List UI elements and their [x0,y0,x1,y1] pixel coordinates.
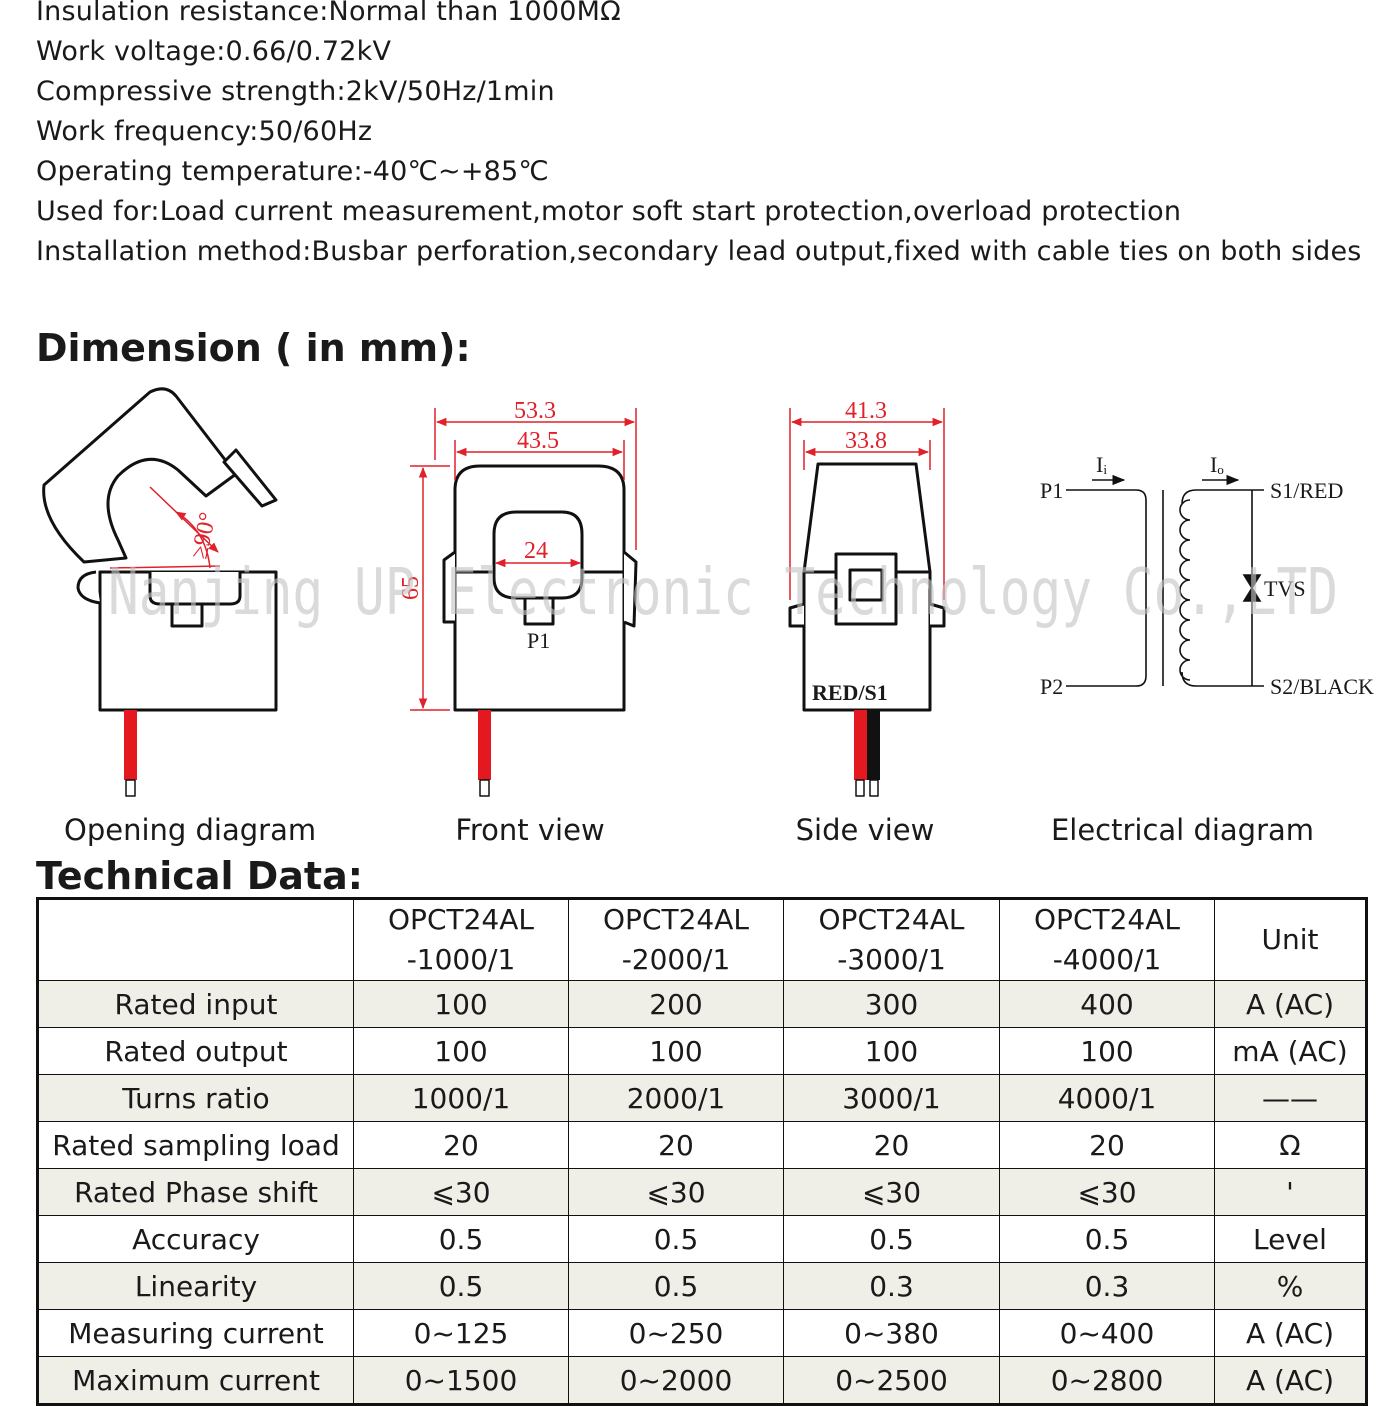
row-label: Rated Phase shift [38,1169,354,1216]
terminal-p2: P2 [1040,674,1064,699]
cell-value: 0~2800 [1000,1357,1215,1405]
cell-value: 0~2000 [569,1357,784,1405]
side-width-outer: 41.3 [845,398,887,424]
table-row [38,1263,1367,1310]
cell-value: 0~380 [784,1310,1000,1357]
cell-value: 100 [1000,1028,1215,1075]
cell-unit: % [1215,1263,1367,1310]
technical-data-title: Technical Data: [36,854,363,898]
cell-value: 1000/1 [354,1075,569,1122]
front-terminal-label: P1 [527,628,551,653]
spec-used-for: Used for:Load current measurement,motor soft start protection,overload protection [36,196,1182,227]
cell-unit: A (AC) [1215,1310,1367,1357]
header-model: OPCT24AL -3000/1 [784,899,1000,981]
cell-value: 200 [569,981,784,1028]
spec-compressive-strength: Compressive strength:2kV/50Hz/1min [36,76,555,107]
cell-unit: mA (AC) [1215,1028,1367,1075]
terminal-s2: S2/BLACK [1270,674,1374,699]
caption-electrical-diagram: Electrical diagram [1050,813,1315,847]
terminal-p1: P1 [1040,478,1064,503]
cell-unit: A (AC) [1215,981,1367,1028]
header-model: OPCT24AL -4000/1 [1000,899,1215,981]
cell-value: ⩽30 [1000,1169,1215,1216]
spec-work-frequency: Work frequency:50/60Hz [36,116,373,147]
header-unit: Unit [1215,899,1367,981]
cell-value: 2000/1 [569,1075,784,1122]
row-label: Rated sampling load [38,1122,354,1169]
drawing-canvas [0,380,1400,810]
front-width-inner: 43.5 [517,428,559,454]
cell-unit: Ω [1215,1122,1367,1169]
table-header-row [38,899,1367,981]
cell-value: 100 [354,1028,569,1075]
cell-value: 100 [784,1028,1000,1075]
side-lead-tip-red [856,780,864,796]
row-label: Accuracy [38,1216,354,1263]
side-lead-tip-black [870,780,878,796]
spec-list [36,0,1366,272]
dimension-drawings [0,380,1400,810]
side-width-inner: 33.8 [845,428,887,454]
current-io: Iₒ [1210,452,1224,477]
cell-value: 0~125 [354,1310,569,1357]
front-height: 65 [398,576,424,600]
caption-side-view: Side view [795,813,935,847]
opening-lead [124,710,137,780]
cell-value: 3000/1 [784,1075,1000,1122]
cell-value: 0.5 [569,1216,784,1263]
terminal-s1: S1/RED [1270,478,1344,503]
dimension-title: Dimension ( in mm): [36,326,471,370]
table-row [38,981,1367,1028]
row-label: Turns ratio [38,1075,354,1122]
row-label: Rated output [38,1028,354,1075]
current-ii: Iᵢ [1096,452,1107,477]
side-marking: RED/S1 [812,680,888,705]
spec-work-voltage: Work voltage:0.66/0.72kV [36,36,392,67]
cell-value: 0~250 [569,1310,784,1357]
cell-value: 400 [1000,981,1215,1028]
cell-value: 0~400 [1000,1310,1215,1357]
cell-value: 100 [354,981,569,1028]
cell-value: 20 [569,1122,784,1169]
front-lead [478,710,491,780]
cell-value: 20 [784,1122,1000,1169]
front-lead-tip [480,780,489,796]
header-model: OPCT24AL -1000/1 [354,899,569,981]
row-label: Maximum current [38,1357,354,1405]
cell-value: 0.5 [1000,1216,1215,1263]
opening-lead-tip [126,780,135,796]
cell-unit: ' [1215,1169,1367,1216]
table-row [38,1357,1367,1405]
spec-operating-temperature: Operating temperature:-40℃~+85℃ [36,156,549,187]
spec-installation-method: Installation method:Busbar perforation,secondary lead output,fixed with cable ties on both sides [36,236,1362,267]
table-row [38,1169,1367,1216]
cell-value: 0~1500 [354,1357,569,1405]
cell-value: 20 [1000,1122,1215,1169]
row-label: Measuring current [38,1310,354,1357]
table-row [38,1028,1367,1075]
table-row [38,1075,1367,1122]
cell-value: 300 [784,981,1000,1028]
cell-value: 4000/1 [1000,1075,1215,1122]
cell-value: 0.3 [784,1263,1000,1310]
cell-unit: —— [1215,1075,1367,1122]
company-watermark: Nanjing UP Electronic Technology Co.,LTD [108,556,1338,630]
tvs-label: TVS [1264,576,1306,601]
side-lead-black [867,710,880,780]
cell-value: 0.5 [354,1263,569,1310]
front-width-outer: 53.3 [514,398,556,424]
header-blank [38,899,354,981]
caption-front-view: Front view [455,813,605,847]
front-hole-size: 24 [524,538,548,564]
side-view [790,464,944,796]
cell-value: 100 [569,1028,784,1075]
table-row [38,1310,1367,1357]
cell-value: ⩽30 [354,1169,569,1216]
spec-insulation-resistance: Insulation resistance:Normal than 1000MΩ [36,0,622,27]
table-row [38,1216,1367,1263]
cell-value: 0.5 [784,1216,1000,1263]
cell-value: 0.5 [354,1216,569,1263]
technical-data-table [36,897,1368,1406]
side-lead-red [854,710,867,780]
cell-value: ⩽30 [569,1169,784,1216]
cell-value: 20 [354,1122,569,1169]
cell-value: 0.5 [569,1263,784,1310]
table-row [38,1122,1367,1169]
cell-unit: Level [1215,1216,1367,1263]
cell-value: ⩽30 [784,1169,1000,1216]
opening-angle-label: ≥90° [186,510,222,562]
cell-unit: A (AC) [1215,1357,1367,1405]
row-label: Linearity [38,1263,354,1310]
cell-value: 0.3 [1000,1263,1215,1310]
caption-opening-diagram: Opening diagram [64,813,317,847]
cell-value: 0~2500 [784,1357,1000,1405]
opening-hinge [78,572,100,603]
row-label: Rated input [38,981,354,1028]
header-model: OPCT24AL -2000/1 [569,899,784,981]
